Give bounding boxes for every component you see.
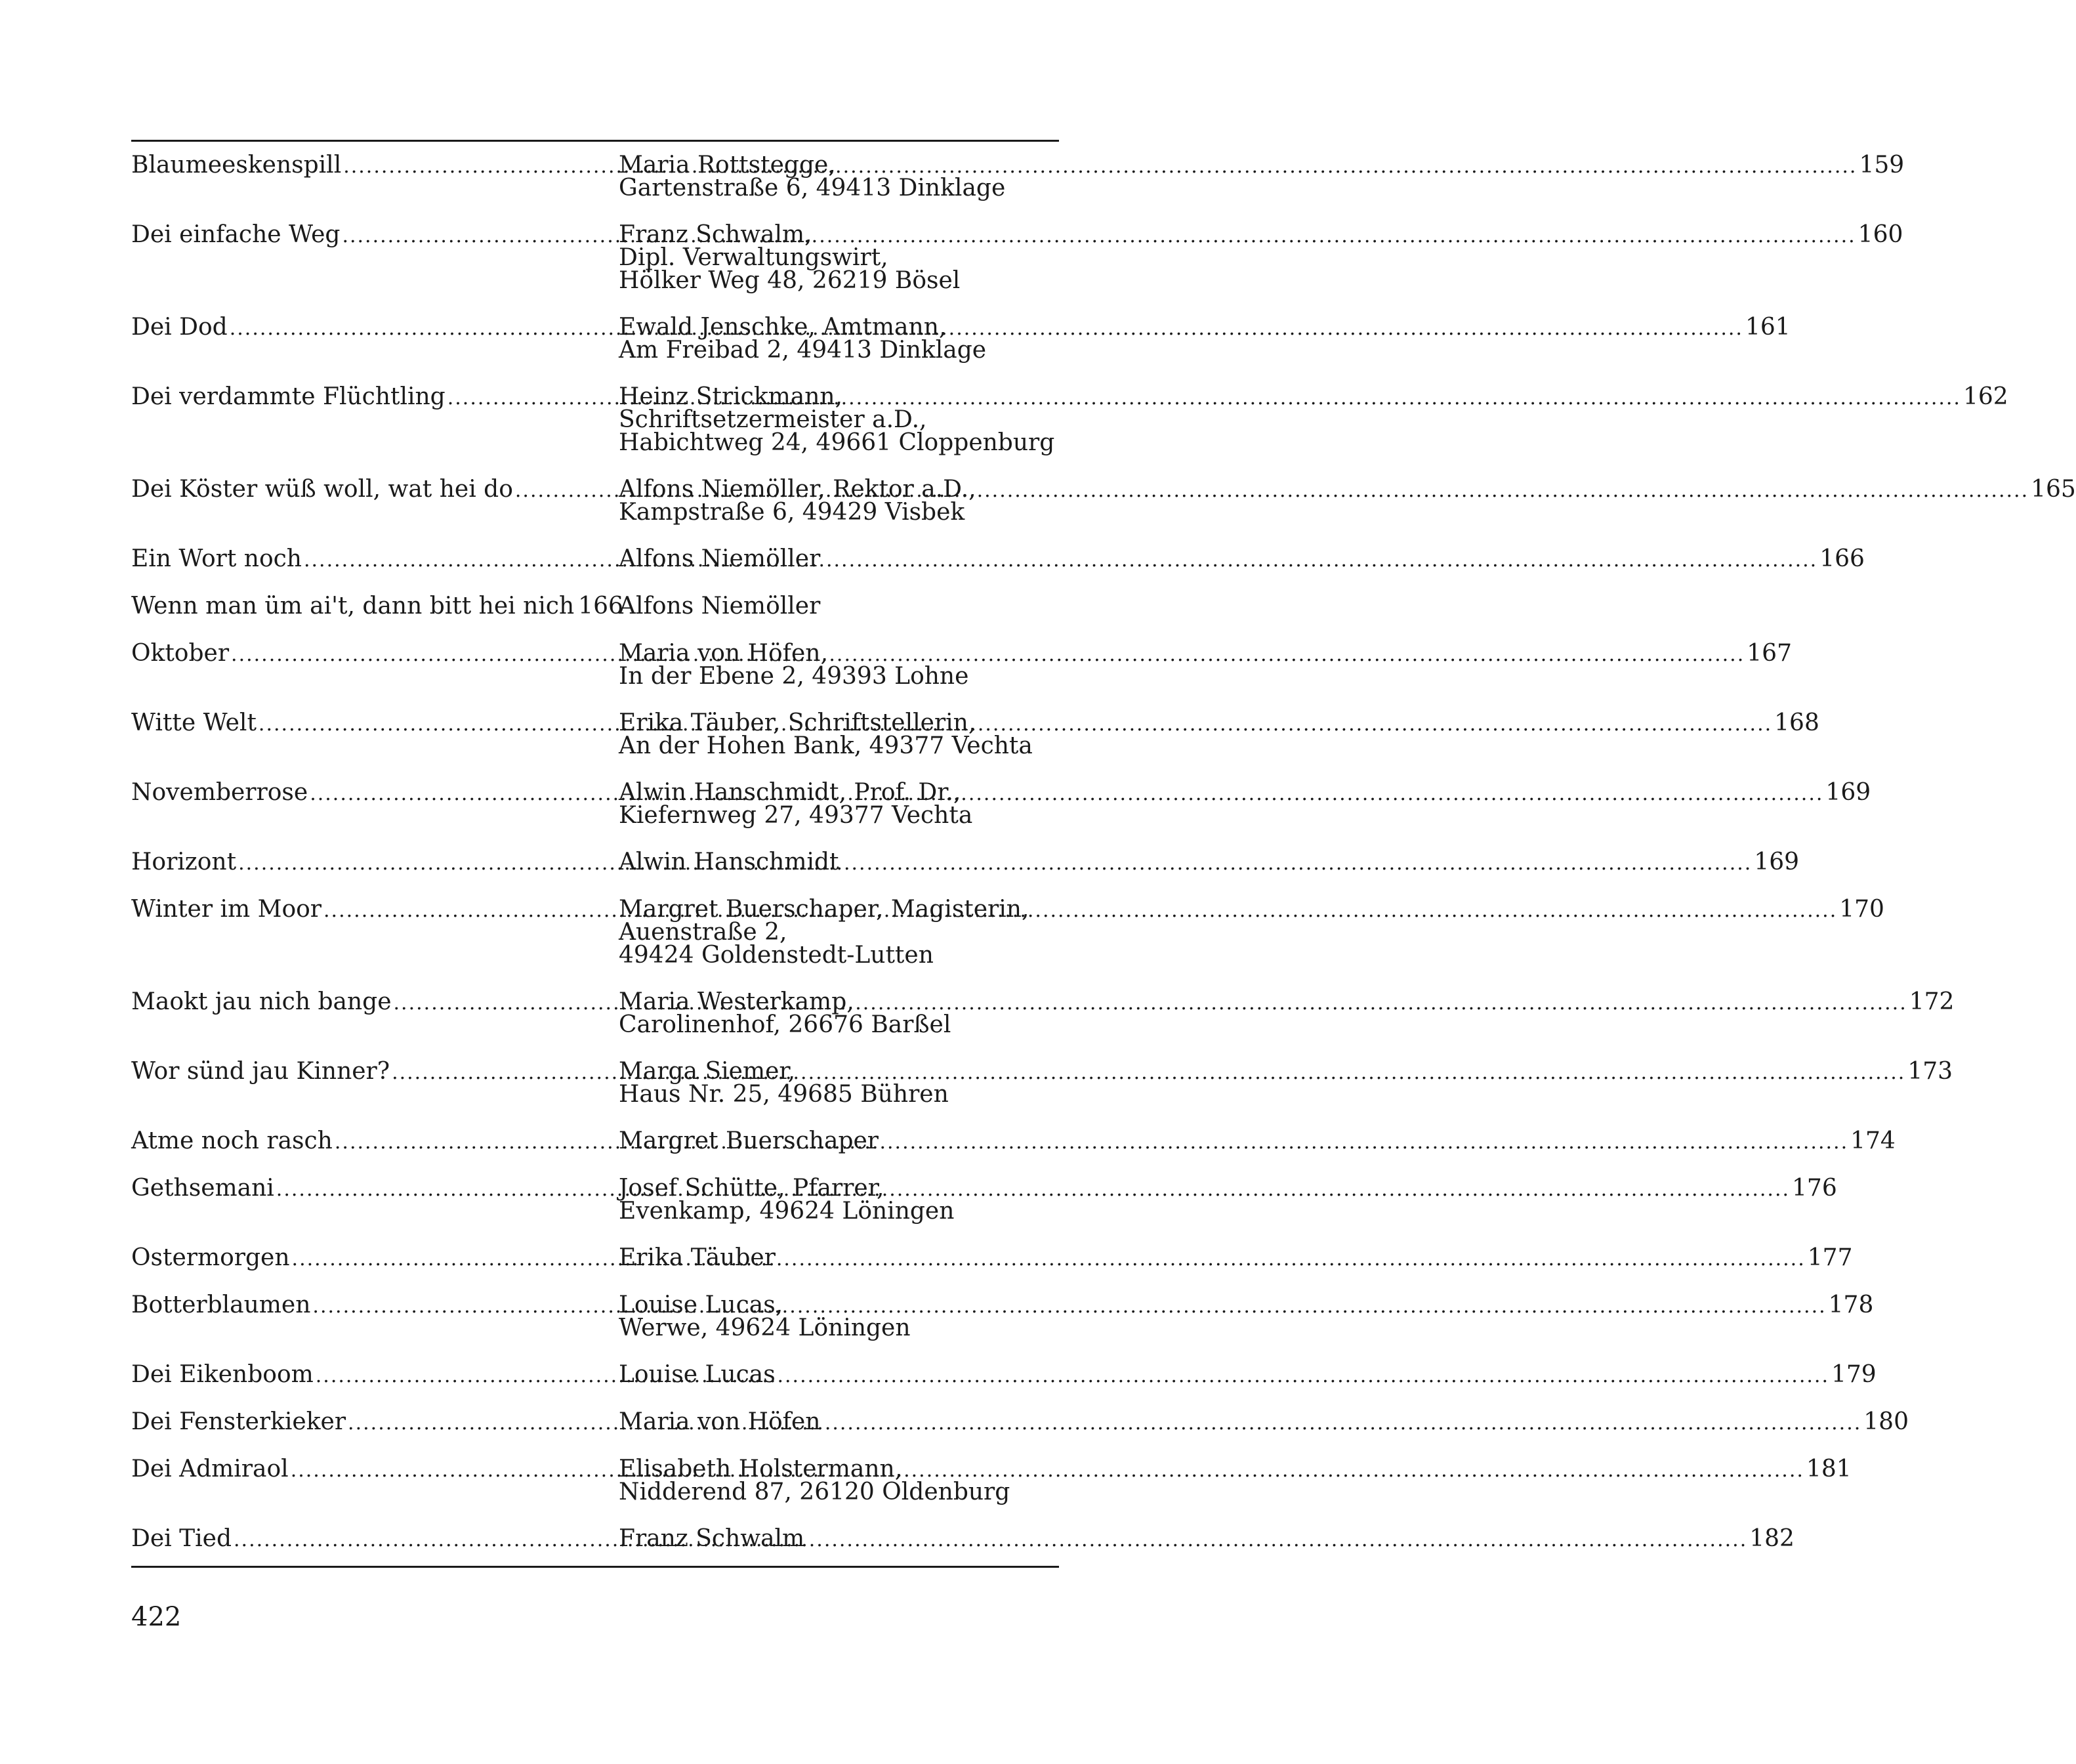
entry-page-number: 179 xyxy=(1831,1361,1877,1388)
entry-title: Dei Admiraol xyxy=(131,1456,289,1482)
toc-entry xyxy=(131,383,2008,456)
entry-page-number: 166 xyxy=(578,593,623,620)
author-line: Gartenstraße 6, 49413 Dinklage xyxy=(619,175,1006,201)
entry-title: Witte Welt xyxy=(131,709,257,736)
entry-author xyxy=(619,1458,1059,1503)
entry-title: Dei Köster wüß woll, wat hei do xyxy=(131,476,513,503)
author-line: Ewald Jenschke, Amtmann, xyxy=(619,314,947,341)
dot-leader xyxy=(310,779,1823,806)
author-line: Hölker Weg 48, 26219 Bösel xyxy=(619,267,961,294)
entry-title: Gethsemani xyxy=(131,1175,274,1202)
entry-author xyxy=(619,1527,1059,1550)
toc-entry xyxy=(131,1292,1874,1341)
entry-title: Ostermorgen xyxy=(131,1244,290,1271)
entry-page-number: 162 xyxy=(1962,383,2008,410)
author-line: Am Freibad 2, 49413 Dinklage xyxy=(619,337,987,364)
entry-author xyxy=(619,1363,1059,1386)
dot-leader xyxy=(316,1361,1829,1388)
author-line: Franz Schwalm xyxy=(619,1525,805,1552)
author-line: 49424 Goldenstedt-Lutten xyxy=(619,942,934,969)
entry-title: Dei einfache Weg xyxy=(131,221,341,248)
author-line: Schriftsetzermeister a.D., xyxy=(619,406,927,433)
entry-author xyxy=(619,781,1059,827)
entry-title: Winter im Moor xyxy=(131,896,322,923)
author-line: Alwin Hanschmidt, Prof. Dr., xyxy=(619,779,961,806)
entry-author xyxy=(619,990,1059,1036)
entry-page-number: 165 xyxy=(2031,476,2076,503)
entry-title: Horizont xyxy=(131,849,237,875)
entry-title: Maokt jau nich bange xyxy=(131,988,392,1015)
toc-entry xyxy=(131,779,1871,829)
entry-author xyxy=(619,385,1059,454)
entry-page-number: 174 xyxy=(1850,1127,1896,1154)
toc-entry xyxy=(131,595,1059,619)
entry-page-number: 180 xyxy=(1863,1408,1909,1435)
dot-leader xyxy=(343,152,1857,178)
entry-author xyxy=(619,711,1059,757)
author-line: Erika Täuber xyxy=(619,1244,776,1271)
toc-entry xyxy=(131,1361,1877,1388)
entry-author xyxy=(619,1410,1059,1433)
author-line: Josef Schütte, Pfarrer, xyxy=(619,1175,884,1202)
entry-author xyxy=(619,1246,1059,1269)
author-line: Louise Lucas xyxy=(619,1361,776,1388)
entry-title: Oktober xyxy=(131,640,230,667)
entry-author xyxy=(619,478,1059,524)
author-line: Alfons Niemöller xyxy=(619,545,821,572)
author-line: Carolinenhof, 26676 Barßel xyxy=(619,1011,951,1038)
toc-entry xyxy=(131,1456,1852,1505)
author-line: Kiefernweg 27, 49377 Vechta xyxy=(619,802,973,829)
author-line: Heinz Strickmann, xyxy=(619,383,843,410)
toc-entry xyxy=(131,1244,1853,1271)
entry-title: Dei Dod xyxy=(131,314,228,341)
entry-author xyxy=(619,154,1059,200)
entry-title: Botterblaumen xyxy=(131,1292,311,1318)
entry-title: Dei Fensterkieker xyxy=(131,1408,346,1435)
entry-author xyxy=(619,547,1059,570)
dot-leader xyxy=(342,221,1856,248)
entry-author xyxy=(619,1177,1059,1223)
author-line: Alfons Niemöller, Rektor a.D., xyxy=(619,476,976,503)
toc-entry xyxy=(131,221,1903,294)
toc-entry xyxy=(131,896,1884,969)
entry-title: Blaumeeskenspill xyxy=(131,152,342,178)
author-line: Habichtweg 24, 49661 Cloppenburg xyxy=(619,429,1055,456)
toc-entry xyxy=(131,545,1865,572)
toc-title-column xyxy=(131,593,623,620)
author-line: Maria Westerkamp, xyxy=(619,988,854,1015)
entry-title: Dei Tied xyxy=(131,1525,232,1552)
entry-author xyxy=(619,316,1059,362)
toc-entry xyxy=(131,640,1792,690)
author-line: Werwe, 49624 Löningen xyxy=(619,1314,911,1341)
dot-leader xyxy=(304,545,1817,572)
author-line: Haus Nr. 25, 49685 Bühren xyxy=(619,1081,949,1108)
entry-page-number: 172 xyxy=(1909,988,1955,1015)
entry-title: Dei Eikenboom xyxy=(131,1361,314,1388)
toc-entry xyxy=(131,849,1800,875)
author-line: Maria von Höfen xyxy=(619,1408,821,1435)
author-line: Erika Täuber, Schriftstellerin, xyxy=(619,709,976,736)
dot-leader xyxy=(348,1408,1861,1435)
author-line: In der Ebene 2, 49393 Lohne xyxy=(619,663,969,690)
entry-page-number: 166 xyxy=(1819,545,1865,572)
toc-entry xyxy=(131,1058,1953,1108)
author-line: Franz Schwalm, xyxy=(619,221,812,248)
toc-entry xyxy=(131,1525,1795,1552)
entry-title: Wenn man üm ai't, dann bitt hei nich xyxy=(131,593,575,620)
author-line: Dipl. Verwaltungswirt, xyxy=(619,244,888,271)
entry-page-number: 177 xyxy=(1807,1244,1853,1271)
author-line: Margret Buerschaper xyxy=(619,1127,879,1154)
toc-entry xyxy=(131,476,2076,526)
top-rule xyxy=(131,140,1059,142)
toc-entry xyxy=(131,152,1905,201)
author-line: Evenkamp, 49624 Löningen xyxy=(619,1198,955,1225)
entry-author xyxy=(619,1293,1059,1339)
entry-title: Novemberrose xyxy=(131,779,308,806)
toc-entry xyxy=(131,1408,1909,1435)
entry-page-number: 178 xyxy=(1828,1292,1874,1318)
page-number: 422 xyxy=(131,1602,182,1632)
author-line: Nidderend 87, 26120 Oldenburg xyxy=(619,1479,1010,1505)
author-line: Louise Lucas, xyxy=(619,1292,783,1318)
author-line: Marga Siemer, xyxy=(619,1058,796,1085)
toc-entry xyxy=(131,314,1791,364)
entry-page-number: 170 xyxy=(1839,896,1884,923)
entry-page-number: 176 xyxy=(1792,1175,1837,1202)
dot-leader xyxy=(335,1127,1848,1154)
entry-page-number: 182 xyxy=(1749,1525,1795,1552)
entry-page-number: 168 xyxy=(1774,709,1819,736)
entry-author xyxy=(619,595,1059,618)
author-line: Margret Buerschaper, Magisterin, xyxy=(619,896,1029,923)
entry-page-number: 173 xyxy=(1907,1058,1953,1085)
entry-author xyxy=(619,898,1059,967)
author-line: Maria Rottstegge, xyxy=(619,152,836,178)
dot-leader xyxy=(323,896,1837,923)
bottom-rule xyxy=(131,1566,1059,1568)
toc-entry xyxy=(131,1175,1837,1225)
toc-list xyxy=(131,152,2076,1574)
entry-author xyxy=(619,223,1059,292)
entry-author xyxy=(619,642,1059,688)
author-line: Auenstraße 2, xyxy=(619,919,787,946)
toc-entry xyxy=(131,988,1955,1038)
entry-page-number: 159 xyxy=(1859,152,1905,178)
entry-title: Atme noch rasch xyxy=(131,1127,333,1154)
entry-title: Wor sünd jau Kinner? xyxy=(131,1058,390,1085)
entry-page-number: 167 xyxy=(1747,640,1792,667)
entry-author xyxy=(619,1129,1059,1152)
entry-page-number: 161 xyxy=(1745,314,1791,341)
author-line: Kampstraße 6, 49429 Visbek xyxy=(619,499,965,526)
author-line: Alwin Hanschmidt xyxy=(619,849,839,875)
entry-page-number: 160 xyxy=(1858,221,1903,248)
author-line: Elisabeth Holstermann, xyxy=(619,1456,903,1482)
author-line: Alfons Niemöller xyxy=(619,593,821,620)
toc-entry xyxy=(131,1127,1896,1154)
author-line: Maria von Höfen, xyxy=(619,640,828,667)
entry-title: Ein Wort noch xyxy=(131,545,302,572)
entry-page-number: 181 xyxy=(1806,1456,1852,1482)
author-line: An der Hohen Bank, 49377 Vechta xyxy=(619,732,1033,759)
entry-page-number: 169 xyxy=(1754,849,1800,875)
entry-page-number: 169 xyxy=(1825,779,1871,806)
entry-title: Dei verdammte Flüchtling xyxy=(131,383,446,410)
entry-author xyxy=(619,850,1059,873)
entry-author xyxy=(619,1060,1059,1106)
toc-entry xyxy=(131,709,1819,759)
dot-leader xyxy=(312,1292,1826,1318)
